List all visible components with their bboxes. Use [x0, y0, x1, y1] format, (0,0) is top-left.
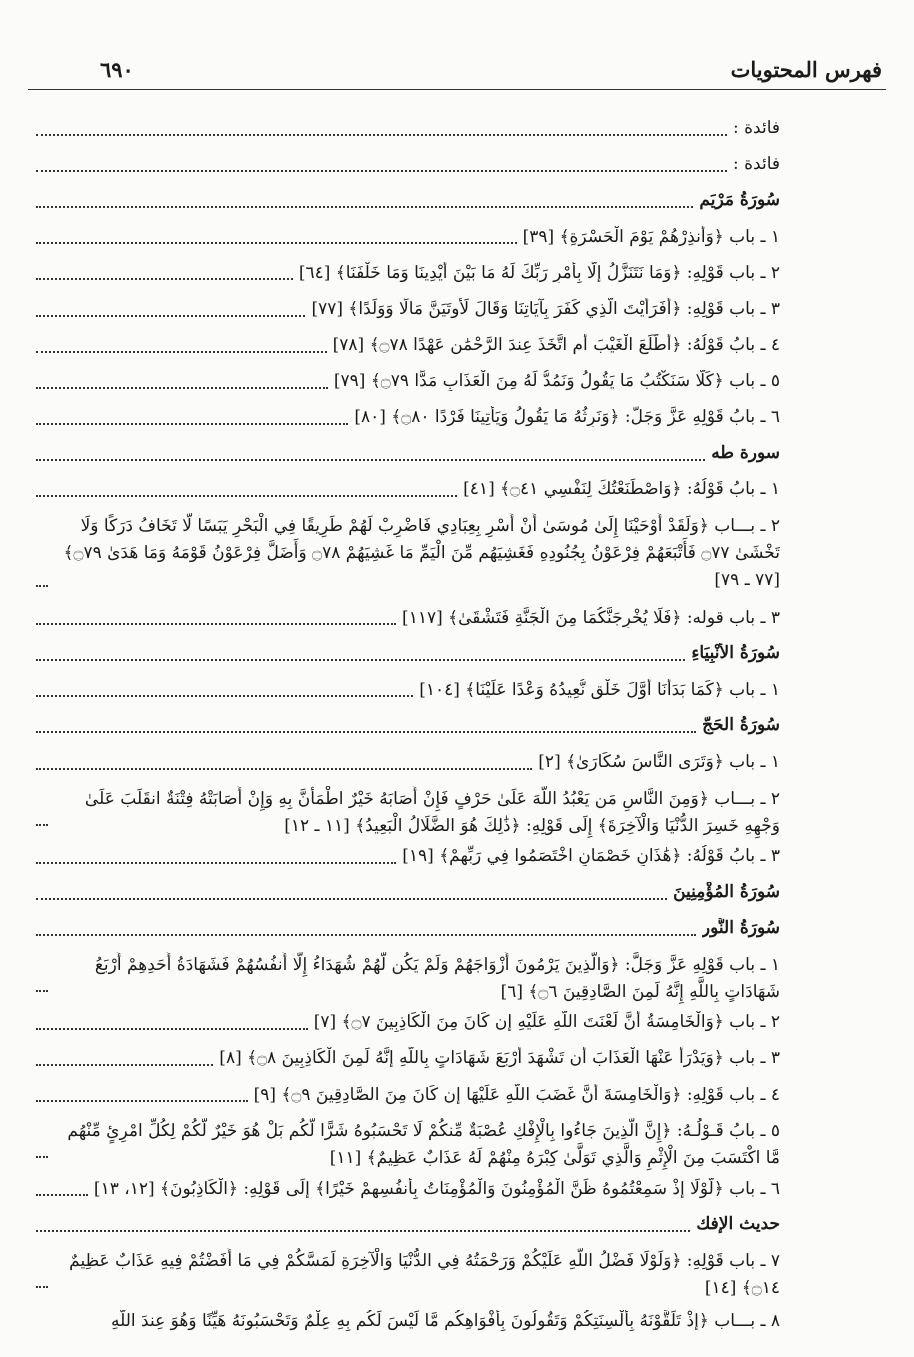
- toc-entry: [28, 471, 798, 507]
- dot-leader: [36, 351, 327, 353]
- toc-section-heading: [28, 874, 798, 910]
- dot-leader: [36, 585, 48, 587]
- page-header: [28, 55, 886, 90]
- dot-leader: [36, 242, 517, 244]
- toc-entry-title: سُورَةُ النُّور: [701, 917, 780, 938]
- toc-entry-title: ٤ ـ باب قَوْلِهِ: ﴿وَالْخَامِسَةَ أَنَّ غَضَبَ اللَّهِ عَلَيْهَا إِن كَانَ مِنَ الصَّادِقِينَ ۝٩﴾ [٩]: [253, 1084, 780, 1105]
- dot-leader: [36, 278, 293, 280]
- toc-entry: [28, 1112, 798, 1170]
- toc-entry-title: ٥ ـ بابُ قَـوْلُـهُ: ﴿إِنَّ الَّذِينَ جَاءُوا بِالْإِفْكِ عُصْبَةٌ مِّنكُمْ لَا تَحْسَبُوهُ شَرًّا لَّكُم بَلْ هُوَ خَيْرٌ لَّكُمْ لِكُلِّ امْرِئٍ مِّنْهُم مَّا اكْتَسَبَ مِنَ الْإِثْمِ وَالَّذِي تَوَلَّىٰ كِبْرَهُ مِنْهُمْ لَهُ عَذَابٌ عَظِيمٌ﴾ [١١]: [67, 1121, 780, 1169]
- dot-leader: [36, 1064, 213, 1066]
- toc-entry: [28, 1040, 798, 1076]
- toc-entry: [28, 1076, 798, 1112]
- toc-entry: [28, 946, 798, 1004]
- toc-entry: [28, 399, 798, 435]
- table-of-contents: [28, 110, 798, 1340]
- toc-entry-title: ٤ ـ بابُ قَوْلُهُ: ﴿أَطَّلَعَ الْغَيْبَ أَمِ اتَّخَذَ عِندَ الرَّحْمَٰنِ عَهْدًا ۝٧٨﴾ [٧٨]: [332, 335, 780, 356]
- toc-entry-title: ٣ ـ باب قوله: ﴿فَلَا يُخْرِجَنَّكُمَا مِنَ الْجَنَّةِ فَتَشْقَىٰ﴾ [١١٧]: [402, 607, 780, 628]
- toc-entry: [28, 780, 798, 838]
- dot-leader: [36, 1230, 690, 1232]
- toc-entry-title: فائدة :: [733, 118, 780, 139]
- toc-entry: [28, 146, 798, 182]
- toc-entry-title: ٣ ـ باب قَوْلِهِ: ﴿أَفَرَأَيْتَ الَّذِي كَفَرَ بِآيَاتِنَا وَقَالَ لَأُوتَيَنَّ مَالًا وَوَلَدًا﴾ [٧٧]: [311, 299, 780, 320]
- dot-leader: [36, 1100, 248, 1102]
- toc-entry: [28, 671, 798, 707]
- page-number: ٦٩٠: [100, 57, 134, 82]
- toc-entry: [28, 1300, 798, 1340]
- dot-leader: [36, 495, 457, 497]
- toc-entry: [28, 599, 798, 635]
- toc-entry-title: ٦ ـ باب ﴿لَّوْلَا إِذْ سَمِعْتُمُوهُ ظَنَّ الْمُؤْمِنُونَ وَالْمُؤْمِنَاتُ بِأَنفُسِهِمْ خَيْرًا﴾ إِلَى قَوْلِهِ: ﴿الْكَاذِبُونَ﴾ [١٢، ١٣]: [93, 1178, 780, 1199]
- toc-entry: [28, 110, 798, 146]
- toc-entry-title: ١ ـ باب ﴿وَتَرَى النَّاسَ سُكَارَىٰ﴾ [٢]: [538, 751, 780, 772]
- toc-entry-title: ١ ـ باب قَوْلِهِ عَزَّ وَجَلَّ: ﴿وَالَّذِينَ يَرْمُونَ أَزْوَاجَهُمْ وَلَمْ يَكُن لَّهُمْ شُهَدَاءُ إِلَّا أَنفُسُهُمْ فَشَهَادَةُ أَحَدِهِمْ أَرْبَعُ شَهَادَاتٍ بِاللَّهِ إِنَّهُ لَمِنَ الصَّادِقِينَ ۝٦﴾ [٦]: [94, 954, 780, 1002]
- dot-leader: [36, 459, 705, 461]
- dot-leader: [36, 898, 667, 900]
- toc-entry-title: ٢ ـ بـــاب ﴿وَمِنَ النَّاسِ مَن يَعْبُدُ اللَّهَ عَلَىٰ حَرْفٍ فَإِنْ أَصَابَهُ خَيْرٌ اطْمَأَنَّ بِهِ وَإِنْ أَصَابَتْهُ فِتْنَةٌ انقَلَبَ عَلَىٰ وَجْهِهِ خَسِرَ الدُّنْيَا وَالْآخِرَةَ﴾ إِلَى قَوْلِهِ: ﴿ذَٰلِكَ هُوَ الضَّلَالُ الْبَعِيدُ﴾ [١١ ـ ١٢]: [84, 788, 780, 836]
- dot-leader: [36, 1194, 88, 1196]
- toc-entry: [28, 218, 798, 254]
- toc-entry-title: حديث الإفك: [696, 1214, 780, 1235]
- dot-leader: [36, 824, 48, 826]
- toc-entry-title: سُورَةُ الأَنْبِيَاءِ: [691, 643, 780, 664]
- toc-entry-title: سُورَةُ الحَجّ: [702, 715, 780, 736]
- toc-entry-title: سورة طه: [711, 442, 780, 463]
- toc-entry-title: فائدة :: [733, 154, 780, 175]
- toc-entry-title: سُورَةُ المُؤْمِنِينَ: [673, 881, 780, 902]
- toc-entry-title: ٨ ـ بـــاب ﴿إِذْ تَلَقَّوْنَهُ بِأَلْسِنَتِكُمْ وَتَقُولُونَ بِأَفْوَاهِكُم مَّا لَيْسَ لَكُم بِهِ عِلْمٌ وَتَحْسَبُونَهُ هَيِّنًا وَهُوَ عِندَ اللَّهِ: [110, 1310, 780, 1331]
- toc-section-heading: [28, 1206, 798, 1242]
- dot-leader: [36, 423, 348, 425]
- dot-leader: [36, 731, 696, 733]
- dot-leader: [36, 934, 696, 936]
- toc-section-heading: [28, 635, 798, 671]
- dot-leader: [36, 623, 396, 625]
- dot-leader: [36, 1156, 48, 1158]
- toc-section-heading: [28, 707, 798, 743]
- dot-leader: [36, 315, 305, 317]
- toc-entry: [28, 363, 798, 399]
- toc-entry-title: ٢ ـ بـــاب ﴿وَلَقَدْ أَوْحَيْنَا إِلَىٰ مُوسَىٰ أَنْ أَسْرِ بِعِبَادِي فَاضْرِبْ لَهُمْ طَرِيقًا فِي الْبَحْرِ يَبَسًا لَّا تَخَافُ دَرَكًا وَلَا تَخْشَىٰ ۝٧٧ فَأَتْبَعَهُمْ فِرْعَوْنُ بِجُنُودِهِ فَغَشِيَهُم مِّنَ الْيَمِّ مَا غَشِيَهُمْ ۝٧٨ وَأَضَلَّ فِرْعَوْنُ قَوْمَهُ وَمَا هَدَىٰ ۝٧٩﴾ [٧٧ ـ ٧٩]: [63, 516, 780, 591]
- toc-entry-title: ٢ ـ باب ﴿وَالْخَامِسَةُ أَنَّ لَعْنَتَ اللَّهِ عَلَيْهِ إِن كَانَ مِنَ الْكَاذِبِينَ ۝٧﴾ [٧]: [313, 1012, 780, 1033]
- dot-leader: [36, 1028, 308, 1030]
- page-title: فهرس المحتويات: [730, 57, 882, 82]
- toc-section-heading: [28, 435, 798, 471]
- dot-leader: [36, 170, 727, 172]
- dot-leader: [36, 387, 328, 389]
- toc-entry-title: ٢ ـ باب قَوْلِهِ: ﴿وَمَا نَتَنَزَّلُ إِلَّا بِأَمْرِ رَبِّكَ لَهُ مَا بَيْنَ أَيْدِينَا وَمَا خَلْفَنَا﴾ [٦٤]: [298, 262, 780, 283]
- toc-entry-title: سُورَةُ مَرْيَم: [699, 190, 780, 211]
- dot-leader: [36, 990, 48, 992]
- toc-entry-title: ١ ـ بابُ قَوْلُهُ: ﴿وَاصْطَنَعْتُكَ لِنَفْسِي ۝٤١﴾ [٤١]: [463, 479, 780, 500]
- toc-entry-title: ١ ـ باب ﴿وَأَنذِرْهُمْ يَوْمَ الْحَسْرَةِ﴾ [٣٩]: [522, 226, 780, 247]
- toc-entry: [28, 507, 798, 599]
- toc-entry: [28, 290, 798, 326]
- toc-entry: [28, 838, 798, 874]
- dot-leader: [36, 134, 727, 136]
- dot-leader: [36, 206, 693, 208]
- dot-leader: [36, 695, 413, 697]
- toc-entry: [28, 327, 798, 363]
- toc-entry: [28, 743, 798, 779]
- toc-entry: [28, 1242, 798, 1300]
- dot-leader: [36, 768, 532, 770]
- toc-entry-title: ٣ ـ باب ﴿وَيَدْرَأُ عَنْهَا الْعَذَابَ أَن تَشْهَدَ أَرْبَعَ شَهَادَاتٍ بِاللَّهِ إِنَّهُ لَمِنَ الْكَاذِبِينَ ۝٨﴾ [٨]: [219, 1048, 780, 1069]
- toc-section-heading: [28, 182, 798, 218]
- toc-entry: [28, 1170, 798, 1206]
- toc-entry: [28, 254, 798, 290]
- toc-entry-title: ٣ ـ بابُ قَوْلُهُ: ﴿هَٰذَانِ خَصْمَانِ اخْتَصَمُوا فِي رَبِّهِمْ﴾ [١٩]: [402, 846, 780, 867]
- toc-entry-title: ٦ ـ بابُ قَوْلِهِ عَزَّ وَجَلَّ: ﴿وَنَرِثُهُ مَا يَقُولُ وَيَأْتِينَا فَرْدًا ۝٨٠﴾ [٨٠]: [354, 407, 780, 428]
- dot-leader: [36, 1286, 48, 1288]
- dot-leader: [36, 862, 396, 864]
- toc-entry-title: ١ ـ باب ﴿كَمَا بَدَأْنَا أَوَّلَ خَلْقٍ نُّعِيدُهُ وَعْدًا عَلَيْنَا﴾ [١٠٤]: [419, 679, 780, 700]
- toc-entry: [28, 1004, 798, 1040]
- toc-section-heading: [28, 910, 798, 946]
- dot-leader: [36, 659, 685, 661]
- toc-entry-title: ٧ ـ باب قَوْلِهِ: ﴿وَلَوْلَا فَضْلُ اللَّهِ عَلَيْكُمْ وَرَحْمَتُهُ فِي الدُّنْيَا وَالْآخِرَةِ لَمَسَّكُمْ فِي مَا أَفَضْتُمْ فِيهِ عَذَابٌ عَظِيمٌ ۝١٤﴾ [١٤]: [69, 1251, 780, 1299]
- toc-entry-title: ٥ ـ باب ﴿كَلَّا سَنَكْتُبُ مَا يَقُولُ وَنَمُدُّ لَهُ مِنَ الْعَذَابِ مَدًّا ۝٧٩﴾ [٧٩]: [333, 371, 780, 392]
